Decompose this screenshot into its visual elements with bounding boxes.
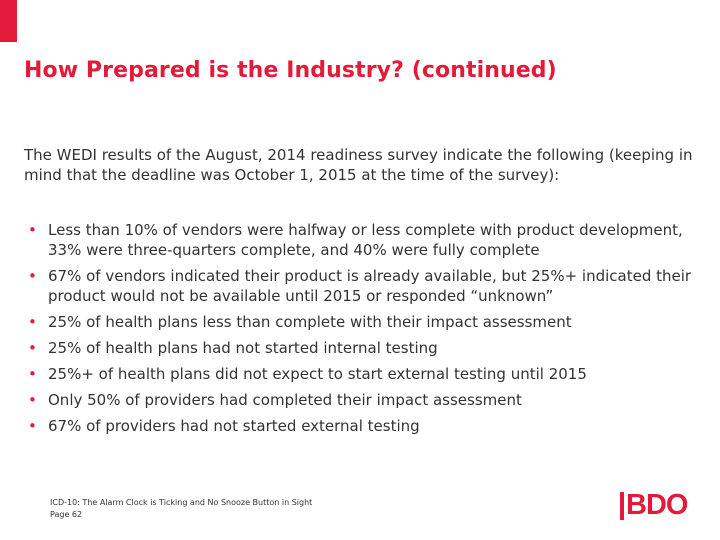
bullet-text: 67% of vendors indicated their product is already available, but 25%+ indicated their product would not be available until 2015 or responded “unknown” bbox=[48, 267, 692, 305]
bullet-text: 25% of health plans had not started internal testing bbox=[48, 339, 438, 357]
list-item bbox=[24, 266, 704, 306]
intro-paragraph: The WEDI results of the August, 2014 readiness survey indicate the following (keeping in mind that the deadline was October 1, 2015 at the time of the survey): bbox=[24, 146, 693, 184]
bullet-text: Less than 10% of vendors were halfway or less complete with product development, 33% were three-quarters complete, and 40% were fully complete bbox=[48, 221, 683, 259]
bullet-text: 25%+ of health plans did not expect to start external testing until 2015 bbox=[48, 365, 587, 383]
list-item bbox=[24, 364, 704, 384]
footer bbox=[50, 497, 312, 521]
bullet-dot: • bbox=[28, 313, 37, 331]
bullet-text: Only 50% of providers had completed their impact assessment bbox=[48, 391, 522, 409]
slide-title: How Prepared is the Industry? (continued) bbox=[24, 58, 557, 83]
bullet-dot: • bbox=[28, 391, 37, 409]
accent-bar bbox=[0, 0, 17, 42]
page-number: Page 62 bbox=[50, 510, 83, 519]
bullet-dot: • bbox=[28, 417, 37, 435]
bullet-dot: • bbox=[28, 365, 37, 383]
bullet-dot: • bbox=[28, 267, 37, 285]
bdo-logo bbox=[620, 490, 700, 522]
bullet-dot: • bbox=[28, 221, 37, 239]
list-item bbox=[24, 416, 704, 436]
bullet-text: 25% of health plans less than complete with their impact assessment bbox=[48, 313, 572, 331]
bullet-dot: • bbox=[28, 339, 37, 357]
list-item bbox=[24, 390, 704, 410]
list-item bbox=[24, 312, 704, 332]
list-item bbox=[24, 338, 704, 358]
footer-title: ICD-10: The Alarm Clock is Ticking and No Snooze Button in Sight bbox=[50, 498, 313, 507]
logo-text: BDO bbox=[626, 489, 688, 521]
logo-bar bbox=[620, 492, 624, 520]
bullet-text: 67% of providers had not started external testing bbox=[48, 417, 420, 435]
list-item bbox=[24, 220, 704, 260]
bullet-list bbox=[24, 220, 704, 442]
